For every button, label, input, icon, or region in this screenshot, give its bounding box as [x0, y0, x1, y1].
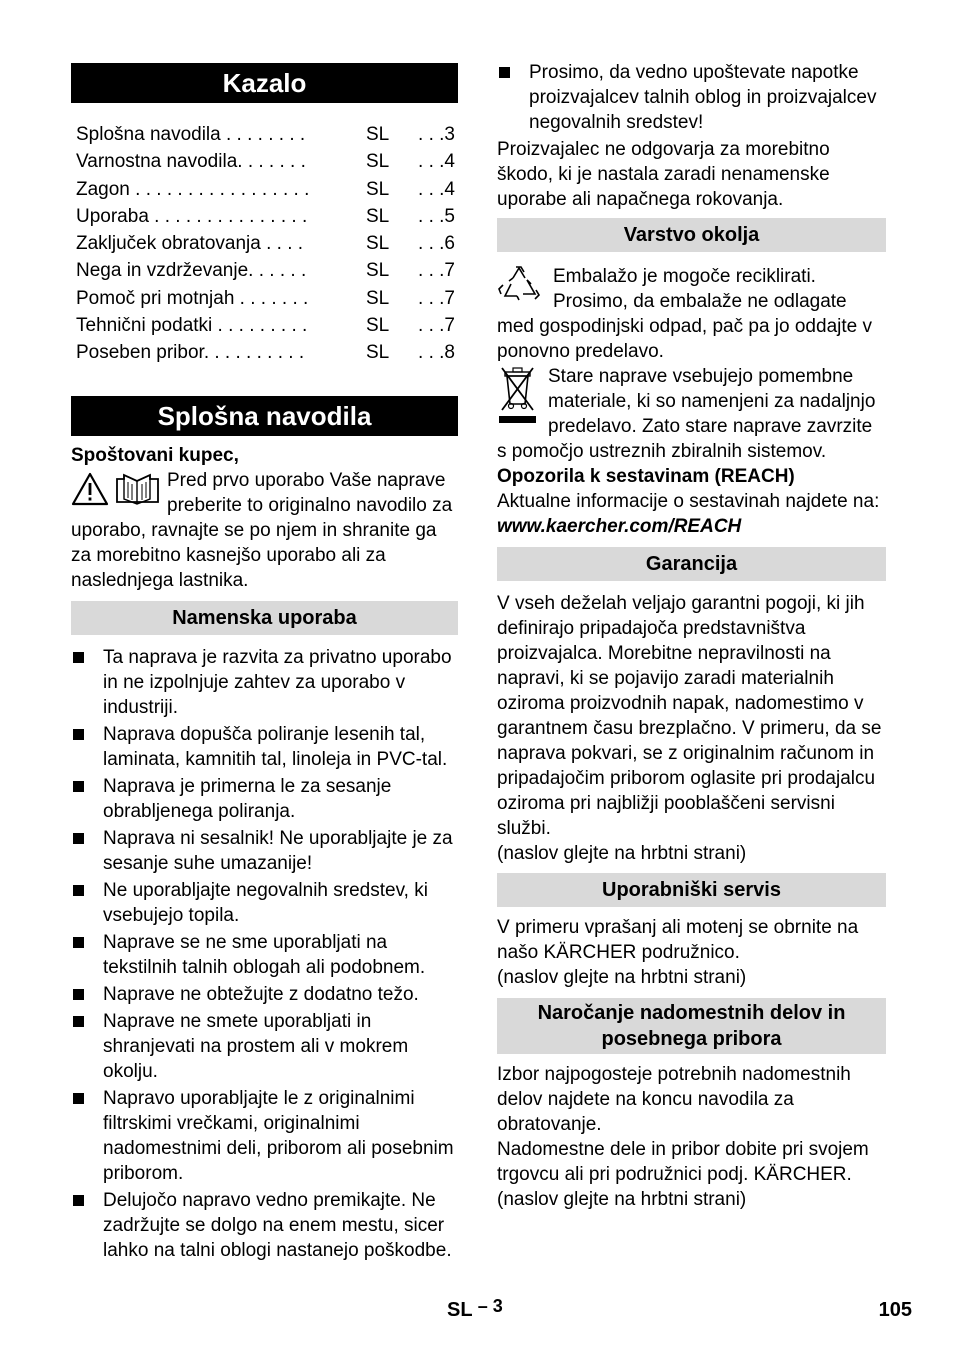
reach-heading: Opozorila k sestavinam (REACH)	[497, 466, 795, 487]
left-column	[71, 63, 458, 1265]
list-item: Prosimo, da vedno upoštevate napotke proizvajalcev talnih oblog in proizvajalcev negovalnih sredstev!	[497, 60, 886, 135]
weee-block	[497, 364, 886, 464]
environment-heading: Varstvo okolja	[497, 218, 886, 252]
parts-text-2: Nadomestne dele in pribor dobite pri svojem trgovcu ali pri podružnici podj. KÄRCHER.	[497, 1139, 869, 1185]
toc-lang: SL	[366, 233, 390, 255]
table-of-contents	[71, 121, 458, 367]
toc-page: . . .4	[418, 178, 455, 200]
crossed-bin-icon	[497, 364, 538, 439]
page-number: 105	[878, 1299, 912, 1321]
toc-lang: SL	[366, 315, 390, 337]
footer-section-page: – 3	[477, 1296, 503, 1316]
toc-page: . . .7	[418, 260, 455, 282]
toc-title: Zaključek obratovanja . . . .	[76, 233, 304, 255]
list-item: Naprava je primerna le za sesanje obrabljenega poliranja.	[71, 774, 458, 824]
recycle-text: Embalažo je mogoče reciklirati. Prosimo, da embalaže ne odlagate med gospodinjski odpad, pač pa jo oddajte v ponovno predelavo.	[497, 266, 872, 362]
toc-lang: SL	[366, 178, 390, 200]
recycle-icon	[497, 264, 543, 311]
general-heading: Splošna navodila	[71, 396, 458, 436]
toc-title: Poseben pribor. . . . . . . . . .	[76, 342, 305, 364]
toc-lang: SL	[366, 124, 390, 145]
toc-title: Splošna navodila . . . . . . . .	[76, 124, 306, 145]
parts-heading: Naročanje nadomestnih delov in posebnega pribora	[497, 998, 886, 1054]
list-item: Ne uporabljajte negovalnih sredstev, ki vsebujejo topila.	[71, 878, 458, 928]
toc-row[interactable]	[71, 257, 458, 284]
toc-title: Zagon . . . . . . . . . . . . . . . . .	[76, 178, 310, 200]
intro-text: Pred prvo uporabo Vaše naprave preberite to originalno navodilo za uporabo, ravnajte se po njem in shranite ga za morebitno kasnejšo uporabo ali za naslednjega lastnika.	[71, 469, 453, 591]
toc-lang: SL	[366, 205, 390, 227]
toc-page: . . .5	[418, 205, 455, 227]
toc-heading: Kazalo	[71, 63, 458, 103]
toc-row[interactable]	[71, 148, 458, 175]
list-item: Ta naprava je razvita za privatno uporabo in ne izpolnjuje zahtev za uporabo v industriji.	[71, 645, 458, 720]
toc-row[interactable]	[71, 339, 458, 366]
reach-link[interactable]: www.kaercher.com/REACH	[497, 516, 742, 537]
list-item: Delujočo napravo vedno premikajte. Ne zadržujte se dolgo na enem mestu, sicer lahko na talni oblogi nastanejo poškodbe.	[71, 1188, 458, 1263]
toc-row[interactable]	[71, 312, 458, 339]
warranty-text: V vseh deželah veljajo garantni pogoji, ki jih definirajo pripadajoča predstavništva proizvajalca. Morebitne nepravilnosti na napravi, ki se pojavijo zaradi materialnih oziroma proizvodnih napak, nadomestimo v garantnem času brezplačno. V primeru, da se naprava pokvari, se z originalnim računom in pripadajočim priborom oglasite pri prodajalcu oziroma pri najbližji pooblaščeni servisni službi.	[497, 593, 882, 839]
parts-address: (naslov glejte na hrbtni strani)	[497, 1189, 747, 1210]
toc-title: Uporaba . . . . . . . . . . . . . . .	[76, 205, 308, 227]
list-item: Napravo uporabljajte le z originalnimi filtrskimi vrečkami, originalnimi nadomestnimi deli, priborom ali posebnim priborom.	[71, 1086, 458, 1186]
list-item: Naprave ne obtežujte z dodatno težo.	[71, 982, 458, 1007]
toc-row[interactable]	[71, 203, 458, 230]
intended-use-list	[71, 645, 458, 1263]
toc-title: Nega in vzdrževanje. . . . . .	[76, 260, 307, 282]
warranty-heading: Garancija	[497, 547, 886, 581]
intro-block	[71, 468, 458, 593]
toc-page: . . .4	[418, 151, 455, 173]
toc-title: Pomoč pri motnjah . . . . . . .	[76, 287, 309, 309]
toc-page: . . .7	[418, 287, 455, 309]
care-list	[497, 60, 886, 135]
warning-manual-icon	[71, 471, 161, 514]
toc-lang: SL	[366, 287, 390, 309]
toc-page: . . .8	[418, 342, 455, 364]
toc-row[interactable]	[71, 121, 458, 148]
service-text: V primeru vprašanj ali motenj se obrnite na našo KÄRCHER podružnico.	[497, 917, 859, 963]
greeting: Spoštovani kupec,	[71, 444, 239, 466]
toc-page: . . .7	[418, 315, 455, 337]
warranty-address: (naslov glejte na hrbtni strani)	[497, 843, 747, 864]
footer-lang-page	[447, 1298, 503, 1323]
toc-page: . . .6	[418, 233, 455, 255]
toc-lang: SL	[366, 151, 390, 173]
toc-row[interactable]	[71, 285, 458, 312]
list-item: Naprave se ne sme uporabljati na tekstilnih talnih oblogah ali podobnem.	[71, 930, 458, 980]
service-heading: Uporabniški servis	[497, 873, 886, 907]
parts-text-1: Izbor najpogosteje potrebnih nadomestnih delov najdete na koncu navodila za obratovanje.	[497, 1064, 851, 1135]
service-address: (naslov glejte na hrbtni strani)	[497, 967, 747, 988]
toc-row[interactable]	[71, 176, 458, 203]
toc-page: . . .3	[418, 124, 455, 145]
reach-text: Aktualne informacije o sestavinah najdete na:	[497, 491, 880, 512]
list-item: Naprava dopušča poliranje lesenih tal, laminata, kamnitih tal, linoleja in PVC-tal.	[71, 722, 458, 772]
liability-text: Proizvajalec ne odgovarja za morebitno škodo, ki je nastala zaradi nenamenske uporabe ali napačnega rokovanja.	[497, 139, 830, 210]
footer-lang: SL	[447, 1299, 473, 1321]
intended-use-heading: Namenska uporaba	[71, 601, 458, 635]
toc-row[interactable]	[71, 230, 458, 257]
toc-title: Varnostna navodila. . . . . . .	[76, 151, 306, 173]
toc-lang: SL	[366, 260, 390, 282]
list-item: Naprava ni sesalnik! Ne uporabljajte je za sesanje suhe umazanije!	[71, 826, 458, 876]
list-item: Naprave ne smete uporabljati in shranjevati na prostem ali v mokrem okolju.	[71, 1009, 458, 1084]
toc-title: Tehnični podatki . . . . . . . . .	[76, 315, 308, 337]
weee-text: Stare naprave vsebujejo pomembne materiale, ki so namenjeni za nadaljnjo predelavo. Zato stare naprave zavrzite s pomočjo ustreznih zbiralnih sistemov.	[497, 366, 876, 462]
right-column	[497, 60, 886, 1212]
recycle-block	[497, 264, 886, 364]
toc-lang: SL	[366, 342, 390, 364]
